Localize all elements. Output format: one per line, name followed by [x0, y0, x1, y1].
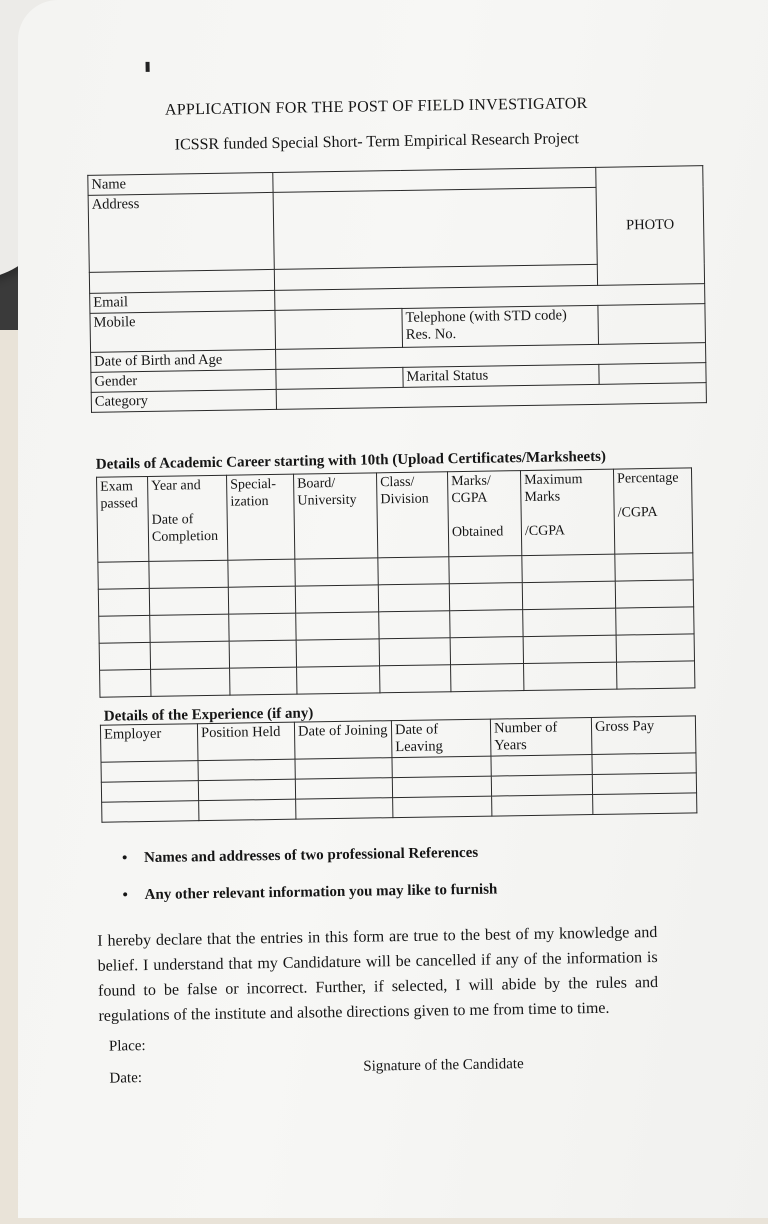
academic-cell[interactable] [295, 558, 378, 586]
personal-details-table [87, 165, 707, 413]
bullet-marker: • [122, 887, 128, 904]
academic-cell[interactable] [449, 583, 522, 611]
experience-col-gross-pay: Gross Pay [591, 716, 696, 755]
academic-header-row [97, 468, 693, 562]
address-field[interactable] [273, 187, 597, 269]
experience-cell[interactable] [491, 755, 592, 777]
academic-cell[interactable] [98, 561, 149, 589]
academic-col-exam: Exam passed [97, 476, 149, 562]
bullet-list [122, 845, 498, 925]
academic-col-year: Year and Date of Completion [148, 475, 228, 561]
academic-cell[interactable] [228, 586, 295, 614]
academic-cell[interactable] [229, 640, 296, 668]
marital-field[interactable] [599, 363, 706, 385]
academic-cell[interactable] [450, 610, 523, 638]
bullet-marker: • [121, 850, 128, 867]
academic-cell[interactable] [378, 557, 449, 585]
academic-cell[interactable] [296, 639, 379, 667]
bullet-item [122, 845, 497, 868]
academic-col-maximum: Maximum Marks /CGPA [520, 469, 614, 555]
academic-cell[interactable] [230, 667, 297, 695]
gender-label: Gender [91, 369, 276, 392]
photo-label: PHOTO [625, 216, 675, 234]
academic-cell[interactable] [379, 611, 450, 639]
experience-cell[interactable] [102, 801, 199, 823]
academic-cell[interactable] [149, 587, 228, 615]
academic-cell[interactable] [379, 638, 450, 666]
experience-cell[interactable] [393, 796, 492, 818]
bullet-other-info: Any other relevant information you may like to furnish [144, 881, 498, 904]
experience-cell[interactable] [198, 779, 295, 801]
address-extra-row [89, 269, 274, 293]
dob-label: Date of Birth and Age [91, 349, 276, 372]
experience-cell[interactable] [592, 773, 696, 795]
category-label: Category [91, 389, 276, 412]
academic-cell[interactable] [100, 669, 151, 697]
academic-cell[interactable] [615, 580, 693, 608]
experience-cell[interactable] [492, 794, 593, 816]
experience-col-employer: Employer [100, 724, 198, 763]
experience-cell[interactable] [295, 758, 392, 780]
experience-cell[interactable] [491, 775, 592, 797]
mobile-label: Mobile [90, 310, 276, 352]
experience-cell[interactable] [593, 793, 697, 815]
experience-cell[interactable] [592, 753, 696, 775]
experience-col-position: Position Held [197, 722, 295, 761]
academic-cell[interactable] [150, 614, 229, 642]
experience-cell[interactable] [392, 776, 491, 798]
experience-cell[interactable] [101, 761, 198, 783]
academic-col-board: Board/ University [294, 473, 378, 559]
academic-cell[interactable] [449, 556, 522, 584]
academic-cell[interactable] [380, 665, 451, 693]
declaration-text: I hereby declare that the entries in this form are true to the best of my knowledge and belief. I understand that my Candidature will be cancelled if any of the information is found to be false or incorrect. Further, if selected, I will abide by the rules and regulations of the institute and alsothe directions given to me from time to time. [97, 924, 659, 1025]
form-subtitle: ICSSR funded Special Short- Term Empirical Research Project [174, 130, 580, 154]
academic-cell[interactable] [522, 581, 615, 609]
academic-cell[interactable] [522, 554, 615, 582]
gender-field[interactable] [276, 367, 403, 389]
academic-table [96, 467, 695, 697]
academic-col-specialization: Special-ization [227, 474, 295, 560]
experience-cell[interactable] [199, 799, 296, 821]
academic-cell[interactable] [524, 662, 617, 690]
academic-cell[interactable] [296, 612, 379, 640]
academic-cell[interactable] [150, 641, 229, 669]
form-title: APPLICATION FOR THE POST OF FIELD INVESTIGATOR [164, 94, 588, 119]
experience-cell[interactable] [392, 756, 491, 778]
academic-cell[interactable] [615, 553, 693, 581]
ink-mark [146, 62, 150, 72]
academic-cell[interactable] [617, 661, 695, 689]
bullet-references: Names and addresses of two professional References [143, 844, 479, 867]
photo-box[interactable] [596, 166, 705, 286]
signature-label: Signature of the Candidate [363, 1056, 524, 1075]
experience-table [100, 715, 697, 822]
academic-cell[interactable] [450, 637, 523, 665]
academic-cell[interactable] [151, 668, 230, 696]
experience-col-leaving: Date of Leaving [391, 719, 491, 758]
academic-heading: Details of Academic Career starting with 10th (Upload Certificates/Marksheets) [95, 448, 607, 473]
academic-cell[interactable] [295, 585, 378, 613]
place-label: Place: [108, 1038, 146, 1055]
telephone-field[interactable] [598, 304, 706, 345]
academic-cell[interactable] [99, 642, 150, 670]
experience-cell[interactable] [198, 759, 295, 781]
experience-col-years: Number of Years [490, 718, 592, 757]
academic-col-marks: Marks/ CGPA Obtained [447, 471, 521, 557]
experience-cell[interactable] [295, 778, 392, 800]
experience-col-joining: Date of Joining [294, 721, 392, 760]
academic-cell[interactable] [149, 560, 228, 588]
academic-cell[interactable] [297, 666, 380, 694]
academic-cell[interactable] [523, 608, 616, 636]
academic-cell[interactable] [228, 559, 295, 587]
experience-heading: Details of the Experience (if any) [103, 705, 314, 725]
academic-cell[interactable] [98, 588, 149, 616]
academic-cell[interactable] [616, 634, 694, 662]
marital-label: Marital Status [403, 364, 599, 387]
academic-col-class: Class/ Division [376, 472, 448, 558]
academic-cell[interactable] [451, 664, 524, 692]
academic-cell[interactable] [229, 613, 296, 641]
academic-col-percentage: Percentage /CGPA [613, 468, 692, 554]
bullet-item [122, 882, 497, 905]
academic-cell[interactable] [378, 584, 449, 612]
telephone-label: Telephone (with STD code) Res. No. [402, 305, 599, 347]
email-label: Email [90, 290, 275, 313]
date-label: Date: [109, 1070, 143, 1087]
academic-cell[interactable] [523, 635, 616, 663]
experience-cell[interactable] [101, 781, 198, 803]
academic-cell[interactable] [616, 607, 694, 635]
experience-cell[interactable] [296, 798, 393, 820]
name-label: Name [88, 172, 273, 195]
academic-cell[interactable] [99, 615, 150, 643]
mobile-field[interactable] [275, 308, 403, 349]
address-label: Address [88, 192, 274, 272]
